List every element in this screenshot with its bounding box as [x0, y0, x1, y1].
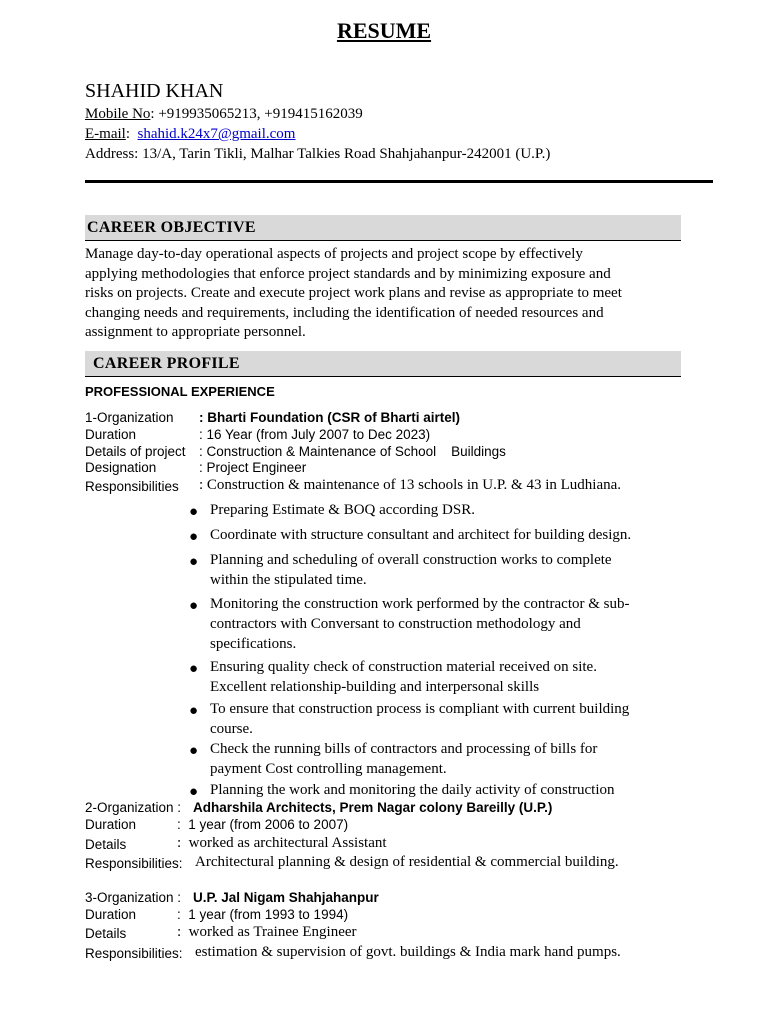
bullet-icon: ● [189, 742, 199, 759]
bullet-icon: ● [189, 503, 199, 520]
objective-line: changing needs and requirements, including the identification of needed resources and [85, 304, 604, 321]
career-objective-bar [85, 215, 681, 241]
mobile-value: : +919935065213, +919415162039 [150, 106, 363, 122]
org1-label: 1-Organization [85, 410, 174, 425]
org1-name: : Bharti Foundation (CSR of Bharti airtel) [199, 410, 460, 425]
org2-responsibilities-label: Responsibilities: [85, 856, 183, 871]
org3-duration-label: Duration [85, 907, 137, 922]
bullet-icon: ● [189, 528, 199, 545]
career-profile-bar [85, 351, 681, 377]
career-objective-heading: CAREER OBJECTIVE [87, 219, 256, 236]
responsibility-item: Monitoring the construction work performed by the contractor & sub- contractors with Conversant to construction methodology and specifications. [210, 596, 630, 652]
header-divider [85, 180, 713, 183]
candidate-name: SHAHID KHAN [85, 80, 224, 102]
org1-designation-value: : Project Engineer [199, 460, 307, 475]
org3-details-value: : worked as Trainee Engineer [177, 924, 357, 940]
bullet-icon: ● [189, 597, 199, 614]
org1-details-label: Details of project [85, 444, 186, 459]
org1-designation-label: Designation [85, 460, 157, 475]
org1-details-value: : Construction & Maintenance of School Buildings [199, 444, 506, 459]
org2-duration-value: : 1 year (from 2006 to 2007) [177, 817, 349, 832]
career-profile-heading: CAREER PROFILE [93, 355, 240, 372]
responsibility-item: Coordinate with structure consultant and architect for building design. [210, 527, 632, 543]
org3-responsibilities-label: Responsibilities: [85, 946, 183, 961]
objective-line: assignment to appropriate personnel. [85, 324, 306, 340]
objective-line: applying methodologies that enforce project standards and by minimizing exposure and [85, 265, 611, 282]
org1-duration-label: Duration [85, 427, 137, 442]
responsibility-item: Planning and scheduling of overall construction works to complete within the stipulated time. [210, 552, 612, 588]
org2-name: Adharshila Architects, Prem Nagar colony Bareilly (U.P.) [193, 800, 553, 815]
responsibility-item: To ensure that construction process is compliant with current building course. [210, 701, 630, 737]
resume-title: RESUME [336, 18, 432, 43]
objective-line: risks on projects. Create and execute project work plans and revise as appropriate to meet [85, 285, 622, 301]
address-line: Address: 13/A, Tarin Tikli, Malhar Talkies Road Shahjahanpur-242001 (U.P.) [85, 146, 551, 162]
responsibility-item: Preparing Estimate & BOQ according DSR. [210, 502, 475, 518]
org3-details-label: Details [85, 926, 127, 941]
email-link[interactable]: shahid.k24x7@gmail.com [137, 126, 296, 142]
objective-line: Manage day-to-day operational aspects of projects and project scope by effectively [85, 246, 583, 262]
org3-label: 3-Organization : [85, 890, 182, 905]
org3-duration-value: : 1 year (from 1993 to 1994) [177, 907, 349, 922]
bullet-icon: ● [189, 660, 199, 677]
org2-details-label: Details [85, 837, 127, 852]
org1-value [199, 410, 460, 425]
responsibility-item: Planning the work and monitoring the daily activity of construction [210, 782, 615, 798]
responsibility-item: Ensuring quality check of construction material received on site. Excellent relationship-building and interpersonal skills [210, 659, 597, 695]
org2-label: 2-Organization : [85, 800, 182, 815]
org2-details-value: : worked as architectural Assistant [177, 835, 387, 851]
org1-responsibilities-value: : Construction & maintenance of 13 schools in U.P. & 43 in Ludhiana. [199, 477, 622, 493]
email-colon: : [125, 126, 130, 142]
email-label: E-mail [85, 126, 126, 142]
org3-name: U.P. Jal Nigam Shahjahanpur [193, 890, 379, 905]
org1-responsibilities-label: Responsibilities [85, 479, 179, 494]
org2-responsibilities-value: Architectural planning & design of residential & commercial building. [195, 854, 619, 870]
mobile-label: Mobile No [85, 106, 151, 122]
responsibility-item: Check the running bills of contractors and processing of bills for payment Cost controlling management. [210, 741, 598, 777]
org2-duration-label: Duration [85, 817, 137, 832]
professional-experience-heading: PROFESSIONAL EXPERIENCE [85, 384, 275, 399]
org1-duration-value: : 16 Year (from July 2007 to Dec 2023) [199, 427, 431, 442]
bullet-icon: ● [189, 783, 199, 800]
org3-responsibilities-value: estimation & supervision of govt. buildings & India mark hand pumps. [195, 944, 621, 960]
bullet-icon: ● [189, 702, 199, 719]
career-objective-text [85, 245, 685, 343]
mobile-line [85, 106, 363, 123]
email-line [85, 126, 295, 143]
bullet-icon: ● [189, 553, 199, 570]
